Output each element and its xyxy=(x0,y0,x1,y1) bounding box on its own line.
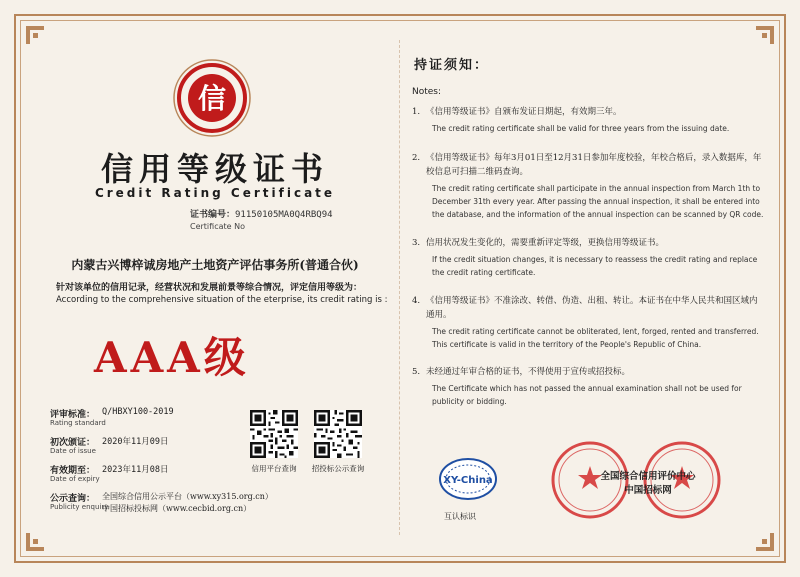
issue-label: 初次颁证： xyxy=(50,438,96,448)
info-row-expiry xyxy=(50,463,250,491)
note-number: 5. xyxy=(412,367,421,377)
page-title-en: Credit Rating Certificate xyxy=(94,186,336,200)
notes-title: 持证须知： xyxy=(414,58,490,73)
center-divider xyxy=(399,40,400,535)
standard-label-en: Rating standard xyxy=(50,419,106,427)
note-text-en: The credit rating certificate cannot be obliterated, lent, forged, rented and transferred. This certificate is valid in the territory of the People's Republic of China. xyxy=(432,327,759,349)
expiry-label: 有效期至： xyxy=(50,466,96,476)
xy-china-text: XY-China xyxy=(443,475,493,486)
qr-code-credit-platform[interactable] xyxy=(250,410,298,458)
note-text-en: If the credit situation changes, it is necessary to reassess the credit rating and replace the credit rating certificate. xyxy=(432,255,758,277)
stamp-text-bidding-net: 中国招标网 xyxy=(624,485,672,496)
notes-label: Notes: xyxy=(412,87,442,97)
page-title: 信用等级证书 xyxy=(100,150,329,188)
note-text-en: The credit rating certificate shall be valid for three years from the issuing date. xyxy=(432,124,730,133)
seal-char: 信 xyxy=(197,82,227,115)
rating-statement xyxy=(56,282,387,306)
cert-no-label: 证书编号： xyxy=(190,210,236,220)
issue-label-en: Date of issue xyxy=(50,447,96,455)
credit-grade: AAA级 xyxy=(94,333,250,382)
certificate-number xyxy=(190,210,333,233)
xy-china-logo xyxy=(438,457,498,501)
inquiry-label: 公示查询： xyxy=(50,494,96,504)
note-number: 4. xyxy=(412,296,421,306)
note-text-cn: 未经通过年审合格的证书，不得使用于宣传或招投标。 xyxy=(426,367,631,377)
qr-caption-credit-platform: 信用平台查询 xyxy=(251,464,297,473)
expiry-value: 2023年11月08日 xyxy=(102,465,169,475)
info-row-issue xyxy=(50,435,250,463)
note-text-cn: 《信用等级证书》自颁布发证日期起，有效期三年。 xyxy=(426,107,622,117)
credit-seal-icon xyxy=(172,58,252,138)
note-text-cn: 《信用等级证书》不准涂改、转借、伪造、出租、转让。本证书在中华人民共和国区域内通用。 xyxy=(426,296,758,320)
note-item xyxy=(412,236,764,279)
note-item xyxy=(412,294,764,351)
note-number: 2. xyxy=(412,153,421,163)
info-row-standard xyxy=(50,407,250,435)
rating-statement-cn: 针对该单位的信用记录，经营状况和发展前景等综合情况，评定信用等级为： xyxy=(56,283,363,293)
inquiry-link-xy315[interactable]: 全国综合信用公示平台（www.xy315.org.cn） xyxy=(102,492,273,501)
standard-label: 评审标准： xyxy=(50,410,96,420)
note-text-en: The Certificate which has not passed the annual examination shall not be used for publicity or bidding. xyxy=(432,384,742,406)
note-text-cn: 《信用等级证书》每年3月01日至12月31日参加年度校验，年校合格后，录入数据库，年校信息可扫描二维码查询。 xyxy=(426,153,762,177)
standard-value: Q/HBXY100-2019 xyxy=(102,407,174,417)
issue-value: 2020年11月09日 xyxy=(102,437,169,447)
qr-code-bidding[interactable] xyxy=(314,410,362,458)
inquiry-label-en: Publicity enquiry xyxy=(50,503,109,511)
note-text-en: The credit rating certificate shall participate in the annual inspection from March 1th to December 31th every year. After passing the annual inspection, it shall be entered into the database, and the information of the annual inspection can be scanned by QR code. xyxy=(432,184,764,219)
company-name: 内蒙古兴博梓诚房地产土地资产评估事务所(普通合伙) xyxy=(71,258,359,272)
note-number: 3. xyxy=(412,238,421,248)
note-item xyxy=(412,365,764,408)
rating-statement-en: According to the comprehensive situation of the eterprise, its credit rating is : xyxy=(56,295,388,305)
certificate-info xyxy=(50,407,250,491)
expiry-label-en: Date of expiry xyxy=(50,475,100,483)
note-number: 1. xyxy=(412,107,421,117)
note-text-cn: 信用状况发生变化的，需要重新评定等级，更换信用等级证书。 xyxy=(426,238,665,248)
cert-no-label-en: Certificate No xyxy=(190,222,245,231)
inquiry-link-cecbid[interactable]: 中国招标投标网（www.cecbid.org.cn） xyxy=(102,504,252,513)
note-item xyxy=(412,151,764,221)
qr-caption-bidding: 招投标公示查询 xyxy=(311,464,365,473)
stamp-text-credit-center: 全国综合信用评价中心 xyxy=(600,471,696,482)
mutual-recognition-caption: 互认标识 xyxy=(444,512,476,521)
cert-no-value: 91150105MA0Q4RBQ94 xyxy=(235,210,333,220)
note-item xyxy=(412,105,764,135)
